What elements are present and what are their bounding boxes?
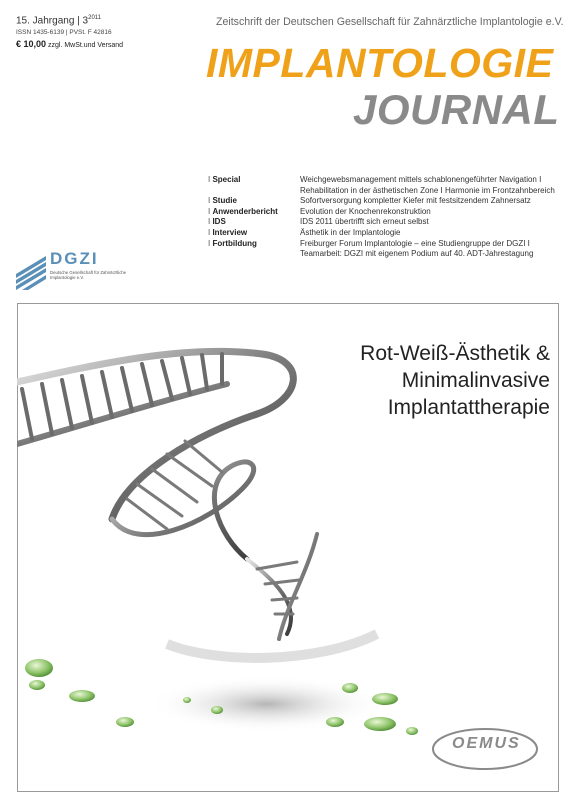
toc-text: Freiburger Forum Implantologie – eine Studiengruppe der DGZI I Teamarbeit: DGZI mit eigenem Podium auf 40. ADT-Jahrestagung: [300, 238, 534, 259]
society-subtitle: Zeitschrift der Deutschen Gesellschaft für Zahnärztliche Implantologie e.V.: [216, 16, 564, 28]
toc-item[interactable]: [208, 239, 558, 260]
issue-info: 15. Jahrgang | $3^{2011}$: [16, 15, 102, 27]
water-drop-icon: [25, 659, 53, 677]
toc-text: IDS 2011 übertrifft sich erneut selbst: [300, 217, 429, 227]
headline-line: Rot-Weiß-Ästhetik &: [360, 342, 550, 365]
publisher-logo-text: OEMUS: [452, 735, 521, 752]
toc-item[interactable]: [208, 196, 558, 207]
toc-category: I IDS: [208, 217, 300, 228]
toc-category: I Studie: [208, 196, 300, 207]
dgzi-wordmark: DGZI: [50, 249, 99, 268]
toc-category: I Special: [208, 175, 300, 196]
toc-item[interactable]: [208, 175, 558, 196]
toc-category: I Fortbildung: [208, 239, 300, 260]
toc-category: I Interview: [208, 228, 300, 239]
price-info: € 10,00 zzgl. MwSt.und Versand: [16, 39, 124, 49]
issn-info: ISSN 1435-6139 | PVSt. F 42816: [16, 29, 112, 36]
cover-headline: [260, 340, 550, 421]
journal-title-line1: IMPLANTOLOGIE: [206, 40, 554, 86]
toc-item[interactable]: [208, 228, 558, 239]
headline-line: Implantattherapie: [387, 396, 550, 419]
toc-text: Ästhetik in der Implantologie: [300, 227, 401, 237]
toc-text: Weichgewebsmanagement mittels schablonengeführter Navigation I Rehabilitation in der ästhetischen Zone I Harmonie im Frontzahnbereich: [300, 175, 555, 195]
toc-item[interactable]: [208, 217, 558, 228]
headline-line: Minimalinvasive: [401, 369, 550, 392]
toc-text: Evolution der Knochenrekonstruktion: [300, 206, 431, 216]
toc-item[interactable]: [208, 207, 558, 218]
dgzi-subtitle: Deutsche Gesellschaft für Zahnärztliche Implantologie e.V.: [50, 270, 127, 280]
toc-category: I Anwenderbericht: [208, 207, 300, 218]
table-of-contents: [208, 175, 558, 260]
journal-title-line2: JOURNAL: [353, 86, 560, 133]
toc-text: Sofortversorgung kompletter Kiefer mit festsitzendem Zahnersatz: [300, 196, 531, 206]
